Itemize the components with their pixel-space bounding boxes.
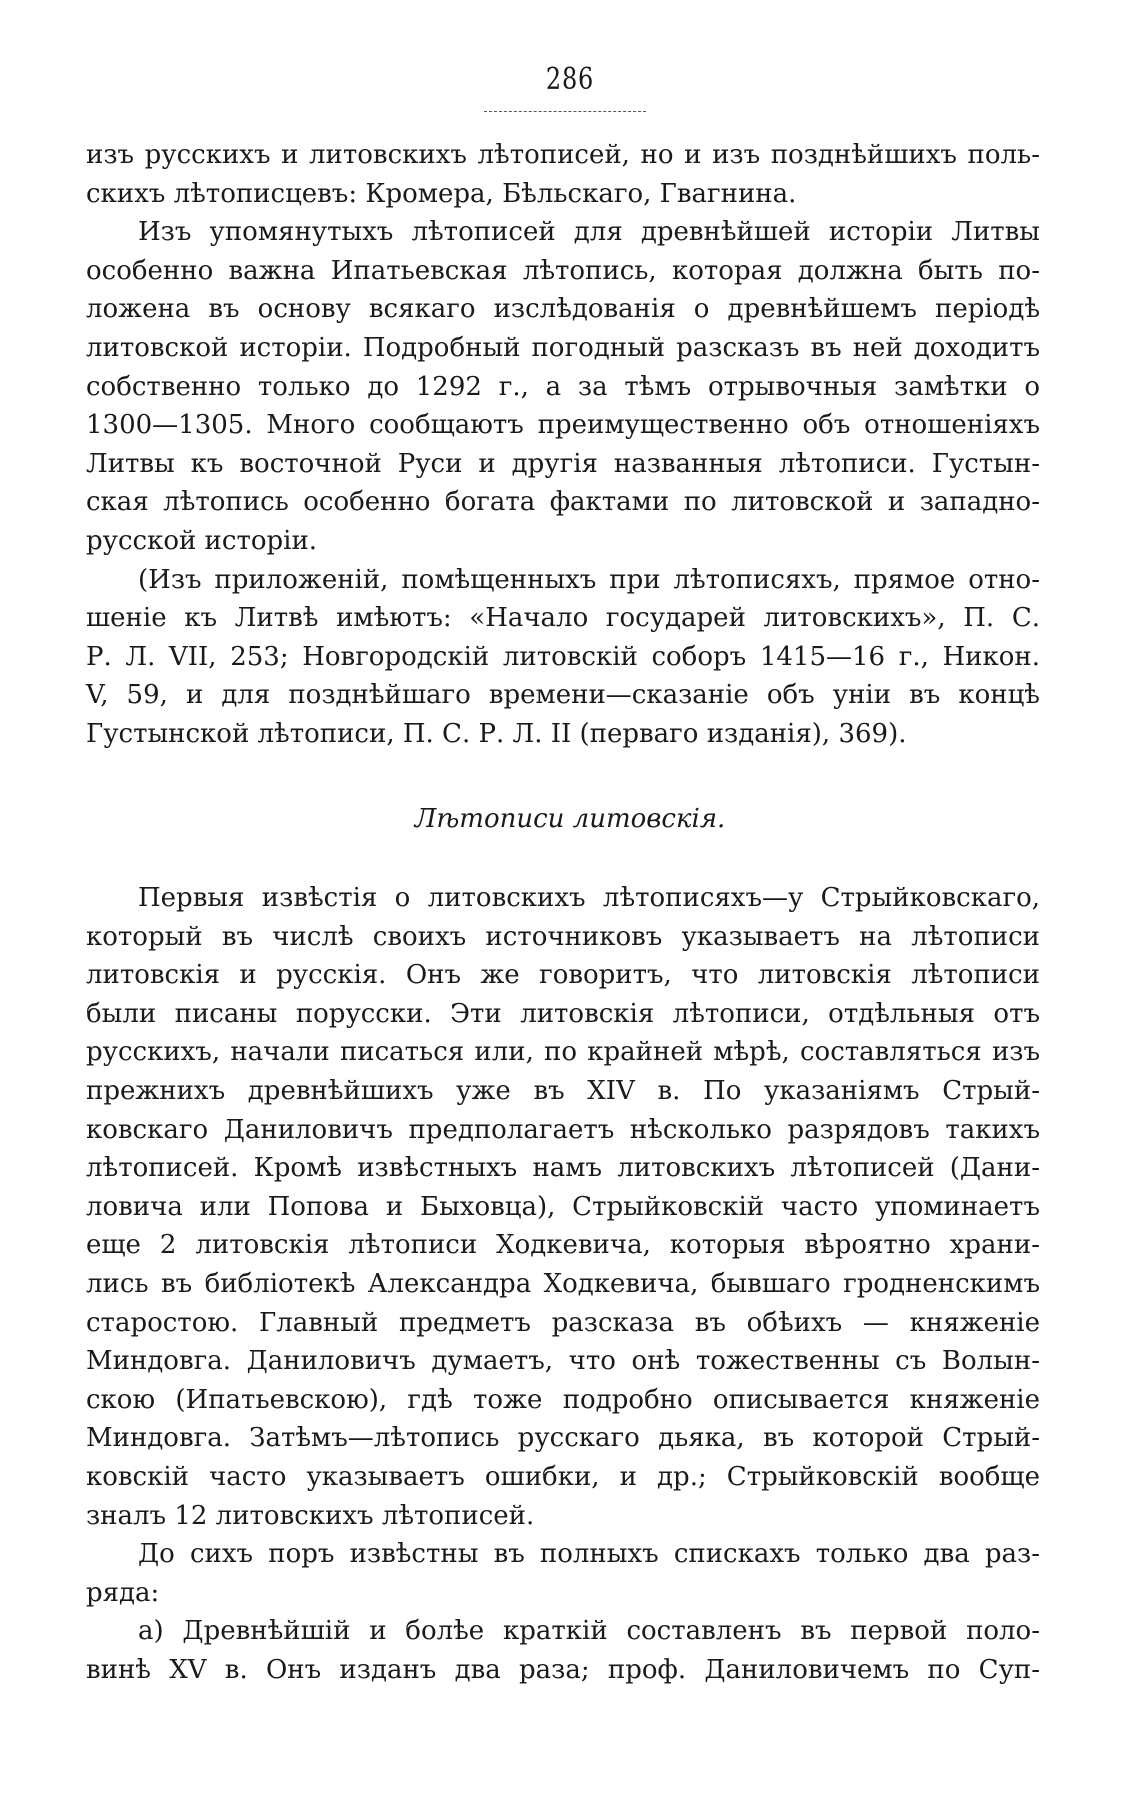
text-line-content: ряда: (86, 1577, 160, 1608)
text-line (86, 1033, 1040, 1072)
text-line (86, 445, 1040, 484)
text-line (86, 406, 1040, 445)
text-line (86, 483, 1040, 522)
text-line (86, 879, 1040, 918)
text-line (86, 1419, 1040, 1458)
text-line-content: еще 2 литовскія лѣтописи Ходкевича, которыя вѣроятно храни- (86, 1230, 1040, 1261)
text-line (86, 136, 1040, 175)
text-line (86, 638, 1040, 677)
text-line-content: русской исторіи. (86, 525, 318, 556)
text-line-content: русскихъ, начали писаться или, по крайней мѣрѣ, составляться изъ (86, 1037, 1040, 1068)
page-number: 286 (545, 62, 595, 97)
text-line-content: а) Древнѣйшій и болѣе краткій составленъ въ первой поло- (138, 1616, 1040, 1647)
text-line-content: особенно важна Ипатьевская лѣтопись, которая должна быть по- (86, 255, 1040, 286)
text-line (86, 1612, 1040, 1651)
text-line-content: Миндовга. Даниловичъ думаетъ, что онѣ тожественны съ Волын- (86, 1346, 1040, 1377)
text-line (86, 1651, 1040, 1690)
text-line (86, 1265, 1040, 1304)
text-line-content: старостою. Главный предметъ разсказа въ обѣихъ — княженіе (86, 1307, 1040, 1338)
text-line-content: 1300—1305. Много сообщаютъ преимущественно объ отношеніяхъ (86, 410, 1040, 441)
text-line (86, 1342, 1040, 1381)
text-line-content: Первыя извѣстія о литовскихъ лѣтописяхъ—у Стрыйковскаго, (138, 883, 1040, 913)
text-line-content: были писаны порусски. Эти литовскія лѣтописи, отдѣльныя отъ (86, 998, 1040, 1029)
text-line (86, 522, 1040, 561)
text-line-content: V, 59, и для позднѣйшаго времени—сказаніе объ уніи въ концѣ (86, 680, 1040, 711)
text-line (86, 599, 1040, 638)
text-line (86, 290, 1040, 329)
text-line-content: ловича или Попова и Быховца), Стрыйковскій часто упоминаетъ (86, 1191, 1040, 1222)
section-heading: Лѣтописи литовскія. (414, 804, 726, 834)
text-line (86, 368, 1040, 407)
text-line-content: винѣ XV в. Онъ изданъ два раза; проф. Даниловичемъ по Суп- (86, 1654, 1040, 1685)
text-line-content: ковскій часто указываетъ ошибки, и др.; Стрыйковскій вообще (86, 1461, 1040, 1492)
text-line-content: прежнихъ древнѣйшихъ уже въ XIV в. По указаніямъ Стрый- (86, 1075, 1040, 1106)
text-line-content: ская лѣтопись особенно богата фактами по литовской и западно- (86, 487, 1040, 518)
text-line (86, 1535, 1040, 1574)
text-line-content: Р. Л. VII, 253; Новгородскій литовскій соборъ 1415—16 г., Никон. (86, 641, 1040, 672)
text-line-content: Густынской лѣтописи, П. С. Р. Л. II (перваго изданія), 369). (86, 718, 907, 749)
text-line-content: Литвы къ восточной Руси и другія названныя лѣтописи. Густын- (86, 448, 1040, 479)
text-line (86, 956, 1040, 995)
text-line-content: лѣтописей. Кромѣ извѣстныхъ намъ литовскихъ лѣтописей (Дани- (86, 1153, 1040, 1184)
text-line-content: собственно только до 1292 г., а за тѣмъ отрывочныя замѣтки о (86, 371, 1040, 402)
text-line (86, 329, 1040, 368)
text-block-2 (86, 879, 1040, 1689)
text-line-content: Миндовга. Затѣмъ—лѣтопись русскаго дьяка, въ которой Стрый- (86, 1423, 1040, 1454)
text-line (86, 918, 1040, 957)
text-line (86, 252, 1040, 291)
text-line (86, 175, 1040, 214)
text-line (86, 1497, 1040, 1536)
text-line (86, 1072, 1040, 1111)
text-line-content: литовской исторіи. Подробный погодный разсказъ въ ней доходитъ (86, 332, 1040, 363)
text-line (86, 561, 1040, 600)
text-line-content: Изъ упомянутыхъ лѣтописей для древнѣйшей исторіи Литвы (138, 217, 1040, 248)
text-line-content: лись въ библіотекѣ Александра Ходкевича, бывшаго гродненскимъ (86, 1268, 1040, 1299)
text-line-content: шеніе къ Литвѣ имѣютъ: «Начало государей литовскихъ», П. С. (86, 603, 1040, 634)
text-line (86, 1226, 1040, 1265)
text-line (86, 1458, 1040, 1497)
text-line-content: (Изъ приложеній, помѣщенныхъ при лѣтописяхъ, прямое отно- (138, 564, 1040, 595)
text-line-content: скихъ лѣтописцевъ: Кромера, Бѣльскаго, Гвагнина. (86, 178, 797, 209)
text-line-content: зналъ 12 литовскихъ лѣтописей. (86, 1500, 535, 1531)
header-rule (484, 111, 646, 112)
text-line (86, 995, 1040, 1034)
text-line-content: изъ русскихъ и литовскихъ лѣтописей, но и изъ позднѣйшихъ поль- (86, 140, 1040, 170)
text-line (86, 1111, 1040, 1150)
text-line (86, 715, 1040, 754)
text-line (86, 1188, 1040, 1227)
text-block-1 (86, 136, 1040, 754)
text-line-content: До сихъ поръ извѣстны въ полныхъ спискахъ только два раз- (138, 1539, 1040, 1570)
text-line-content: ложена въ основу всякаго изслѣдованія о древнѣйшемъ періодѣ (86, 294, 1040, 325)
text-line-content: скою (Ипатьевскою), гдѣ тоже подробно описывается княженіе (86, 1384, 1040, 1415)
text-line-content: литовскія и русскія. Онъ же говоритъ, что литовскія лѣтописи (86, 960, 1040, 991)
text-line (86, 1149, 1040, 1188)
text-line-content: который въ числѣ своихъ источниковъ указываетъ на лѣтописи (86, 921, 1040, 952)
text-line (86, 1574, 1040, 1613)
text-line (86, 1304, 1040, 1343)
text-line (86, 676, 1040, 715)
text-line (86, 213, 1040, 252)
text-line-content: ковскаго Даниловичъ предполагаетъ нѣсколько разрядовъ такихъ (86, 1114, 1040, 1145)
text-line (86, 1381, 1040, 1420)
